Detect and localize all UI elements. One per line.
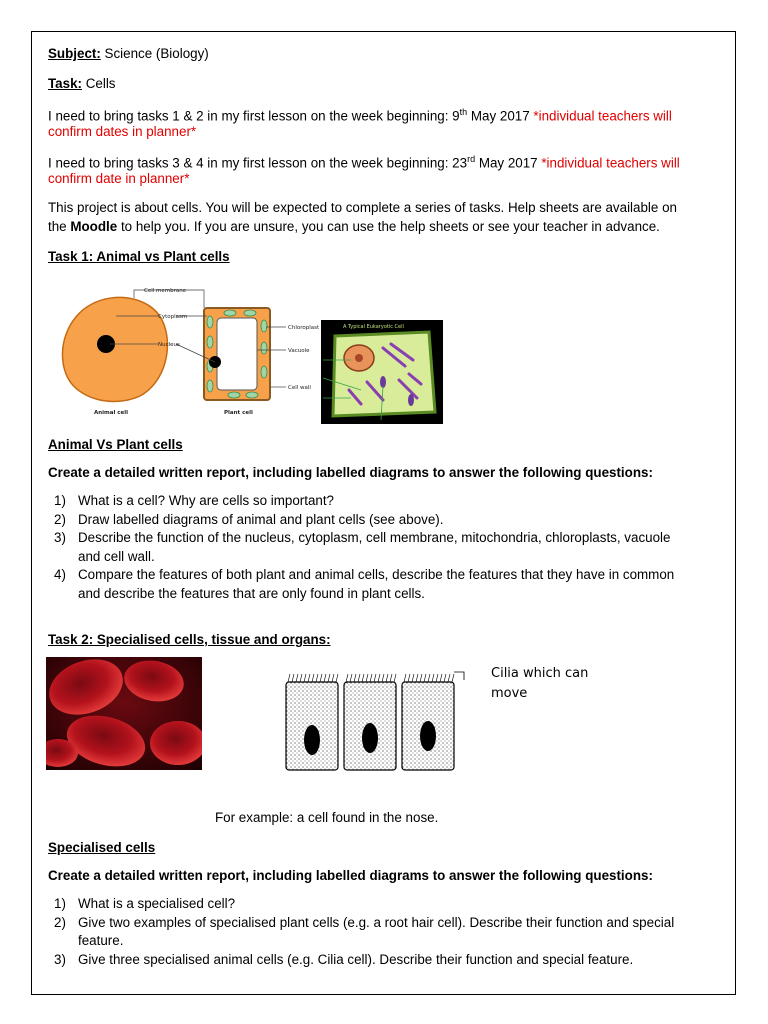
teacher-note: *individual teachers will xyxy=(541,155,680,171)
task1-heading: Task 1: Animal vs Plant cells xyxy=(48,249,230,264)
list-item xyxy=(48,529,678,566)
example-caption: For example: a cell found in the nose. xyxy=(215,810,439,825)
list-number: 3) xyxy=(54,530,66,545)
date-text: I need to bring tasks 3 & 4 in my first lesson on the week beginning: 23 xyxy=(48,155,468,171)
intro-text: to help you. If you are unsure, you can use the help sheets or see your teacher in advance. xyxy=(117,219,660,234)
task1-instruction: Create a detailed written report, including labelled diagrams to answer the following questions: xyxy=(48,465,653,480)
task1-question-list xyxy=(48,492,688,603)
list-number: 1) xyxy=(54,493,66,508)
cilia-label-1: Cilia which can xyxy=(491,666,589,681)
date-month: May 2017 xyxy=(467,108,534,124)
subject-line xyxy=(48,44,209,63)
label-animal-cell: Animal cell xyxy=(94,410,129,416)
animal-plant-cell-diagram xyxy=(54,282,326,418)
list-number: 4) xyxy=(54,567,66,582)
red-blood-cells-photo xyxy=(46,657,202,770)
date-text: I need to bring tasks 1 & 2 in my first lesson on the week beginning: 9 xyxy=(48,108,460,124)
plant-vacuole xyxy=(217,318,257,390)
list-text: What is a cell? Why are cells so important? xyxy=(78,493,335,508)
list-item xyxy=(48,492,688,511)
intro-line-2 xyxy=(48,217,660,236)
teacher-note-cont: confirm date in planner* xyxy=(48,171,190,186)
list-item xyxy=(48,914,698,951)
ciliated-cells-drawing xyxy=(278,658,468,774)
label-cell-membrane: Cell membrane xyxy=(144,288,187,294)
animal-cell-shape xyxy=(62,297,167,401)
document-page xyxy=(31,31,736,995)
subject-value: Science (Biology) xyxy=(100,46,209,61)
list-text: Give two examples of specialised plant cells (e.g. a root hair cell). Describe their function and special feature. xyxy=(78,914,675,948)
label-vacuole: Vacuole xyxy=(288,348,310,354)
photo-title: A Typical Eukaryotic Cell xyxy=(343,324,404,330)
task-value: Cells xyxy=(82,76,116,91)
list-number: 1) xyxy=(54,896,66,911)
list-item xyxy=(48,566,688,603)
label-cell-wall: Cell wall xyxy=(288,385,311,391)
label-plant-cell: Plant cell xyxy=(224,410,253,416)
list-item xyxy=(48,951,688,970)
list-text: Describe the function of the nucleus, cytoplasm, cell membrane, mitochondria, chloroplasts, vacuole and cell wall. xyxy=(78,530,671,564)
date-suffix: rd xyxy=(467,154,476,164)
eukaryotic-cell-photo xyxy=(321,320,443,424)
label-chloroplast: Chloroplast xyxy=(288,325,320,331)
list-item xyxy=(48,895,688,914)
teacher-note-cont: confirm dates in planner* xyxy=(48,124,197,139)
date-suffix: th xyxy=(459,107,468,117)
list-number: 2) xyxy=(54,511,66,527)
cilia-label-2: move xyxy=(491,686,528,701)
moodle-bold: Moodle xyxy=(70,219,118,234)
task2-question-list xyxy=(48,895,688,969)
subject-label: Subject: xyxy=(48,46,101,61)
task2-heading: Task 2: Specialised cells, tissue and organs: xyxy=(48,632,331,647)
task1-subheading: Animal Vs Plant cells xyxy=(48,437,183,452)
label-nucleus: Nucleus xyxy=(158,342,180,348)
list-text: Give three specialised animal cells (e.g. Cilia cell). Describe their function and special feature. xyxy=(78,951,634,967)
date-month: May 2017 xyxy=(475,155,542,171)
list-text: What is a specialised cell? xyxy=(78,896,236,911)
task-line xyxy=(48,74,115,93)
list-number: 3) xyxy=(54,951,66,967)
list-item xyxy=(48,511,688,530)
task2-subheading: Specialised cells xyxy=(48,840,156,855)
task2-instruction: Create a detailed written report, including labelled diagrams to answer the following questions: xyxy=(48,868,653,883)
label-cytoplasm: Cytoplasm xyxy=(158,314,188,320)
teacher-note: *individual teachers will xyxy=(533,108,672,124)
task-label: Task: xyxy=(48,76,82,91)
list-text: Draw labelled diagrams of animal and plant cells (see above). xyxy=(78,511,444,527)
intro-line-1: This project is about cells. You will be expected to complete a series of tasks. Help sheets are available on xyxy=(48,200,677,215)
intro-text: the xyxy=(48,219,71,234)
list-text: Compare the features of both plant and animal cells, describe the features that they have in common and describe the features that are only found in plant cells. xyxy=(78,567,675,601)
list-number: 2) xyxy=(54,914,66,930)
